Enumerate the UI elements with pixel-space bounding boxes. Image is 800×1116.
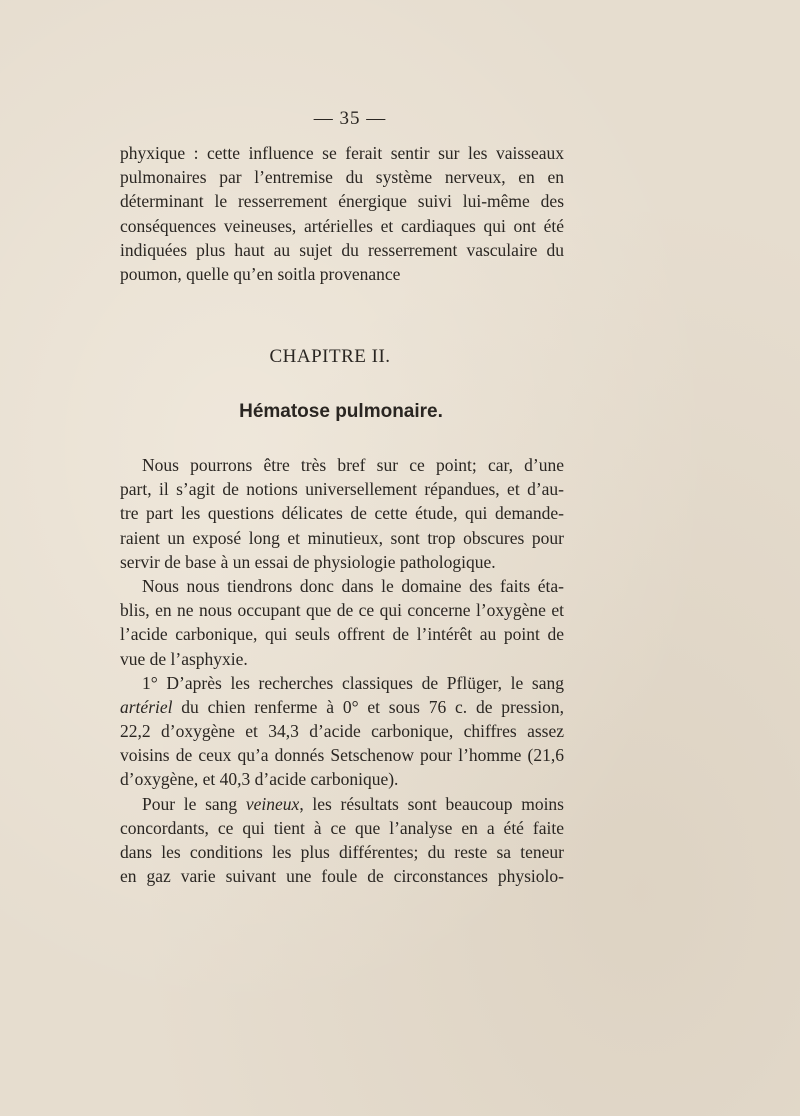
- text-line: d’oxygène, et 40,3 d’acide carbonique).: [120, 769, 399, 790]
- text-fragment: Pour le sang: [142, 793, 246, 814]
- italic-word: veineux: [245, 793, 300, 814]
- text-line: part, il s’agit de notions universellement répandues, et d’au-: [120, 479, 564, 500]
- text-line: Nous pourrons être très bref sur ce point; car, d’une: [142, 455, 564, 475]
- text-line: dans les conditions les plus différentes; du reste sa teneur: [120, 842, 564, 862]
- text-line: 22,2 d’oxygène et 34,3 d’acide carbonique, chiffres assez: [120, 721, 564, 742]
- text-line: tre part les questions délicates de cette étude, qui demande-: [120, 503, 564, 524]
- text-line: [120, 695, 564, 719]
- section-heading: Hématose pulmonaire.: [239, 401, 443, 422]
- text-line: [120, 792, 564, 816]
- text-line: phyxique : cette influence se ferait sentir sur les vaisseaux: [120, 143, 564, 163]
- text-line: vue de l’asphyxie.: [120, 648, 248, 669]
- text-line: en gaz varie suivant une foule de circonstances physiolo-: [120, 866, 564, 887]
- text-line: concordants, ce qui tient à ce que l’analyse en a été faite: [120, 817, 564, 838]
- text-line: déterminant le resserrement énergique suivi lui-même des: [120, 191, 564, 212]
- text-fragment: , les résultats sont beaucoup moins: [299, 793, 564, 814]
- text-line: pulmonaires par l’entremise du système nerveux, en en: [120, 167, 564, 188]
- continuation-paragraph: [120, 141, 564, 286]
- body-text: [120, 453, 564, 888]
- text-line: raient un exposé long et minutieux, sont trop obscures pour: [120, 527, 564, 548]
- chapter-heading: CHAPITRE II.: [269, 346, 391, 367]
- text-fragment: du chien renferme à 0° et sous 76 c. de pression,: [172, 696, 564, 717]
- text-line: blis, en ne nous occupant que de ce qui concerne l’oxygène et: [120, 600, 564, 621]
- page-number: — 35 —: [313, 108, 387, 129]
- italic-word: artériel: [120, 696, 173, 717]
- text-line: 1° D’après les recherches classiques de Pflüger, le sang: [142, 672, 564, 693]
- text-line: Nous nous tiendrons donc dans le domaine des faits éta-: [142, 575, 564, 596]
- text-line: conséquences veineuses, artérielles et cardiaques qui ont été: [120, 215, 564, 236]
- text-line: l’acide carbonique, qui seuls offrent de l’intérêt au point de: [120, 624, 564, 645]
- text-line: indiquées plus haut au sujet du resserrement vasculaire du: [120, 239, 564, 260]
- text-line: poumon, quelle qu’en soitla provenance: [120, 263, 401, 284]
- text-line: voisins de ceux qu’a donnés Setschenow pour l’homme (21,6: [120, 745, 564, 766]
- text-line: servir de base à un essai de physiologie pathologique.: [120, 551, 496, 572]
